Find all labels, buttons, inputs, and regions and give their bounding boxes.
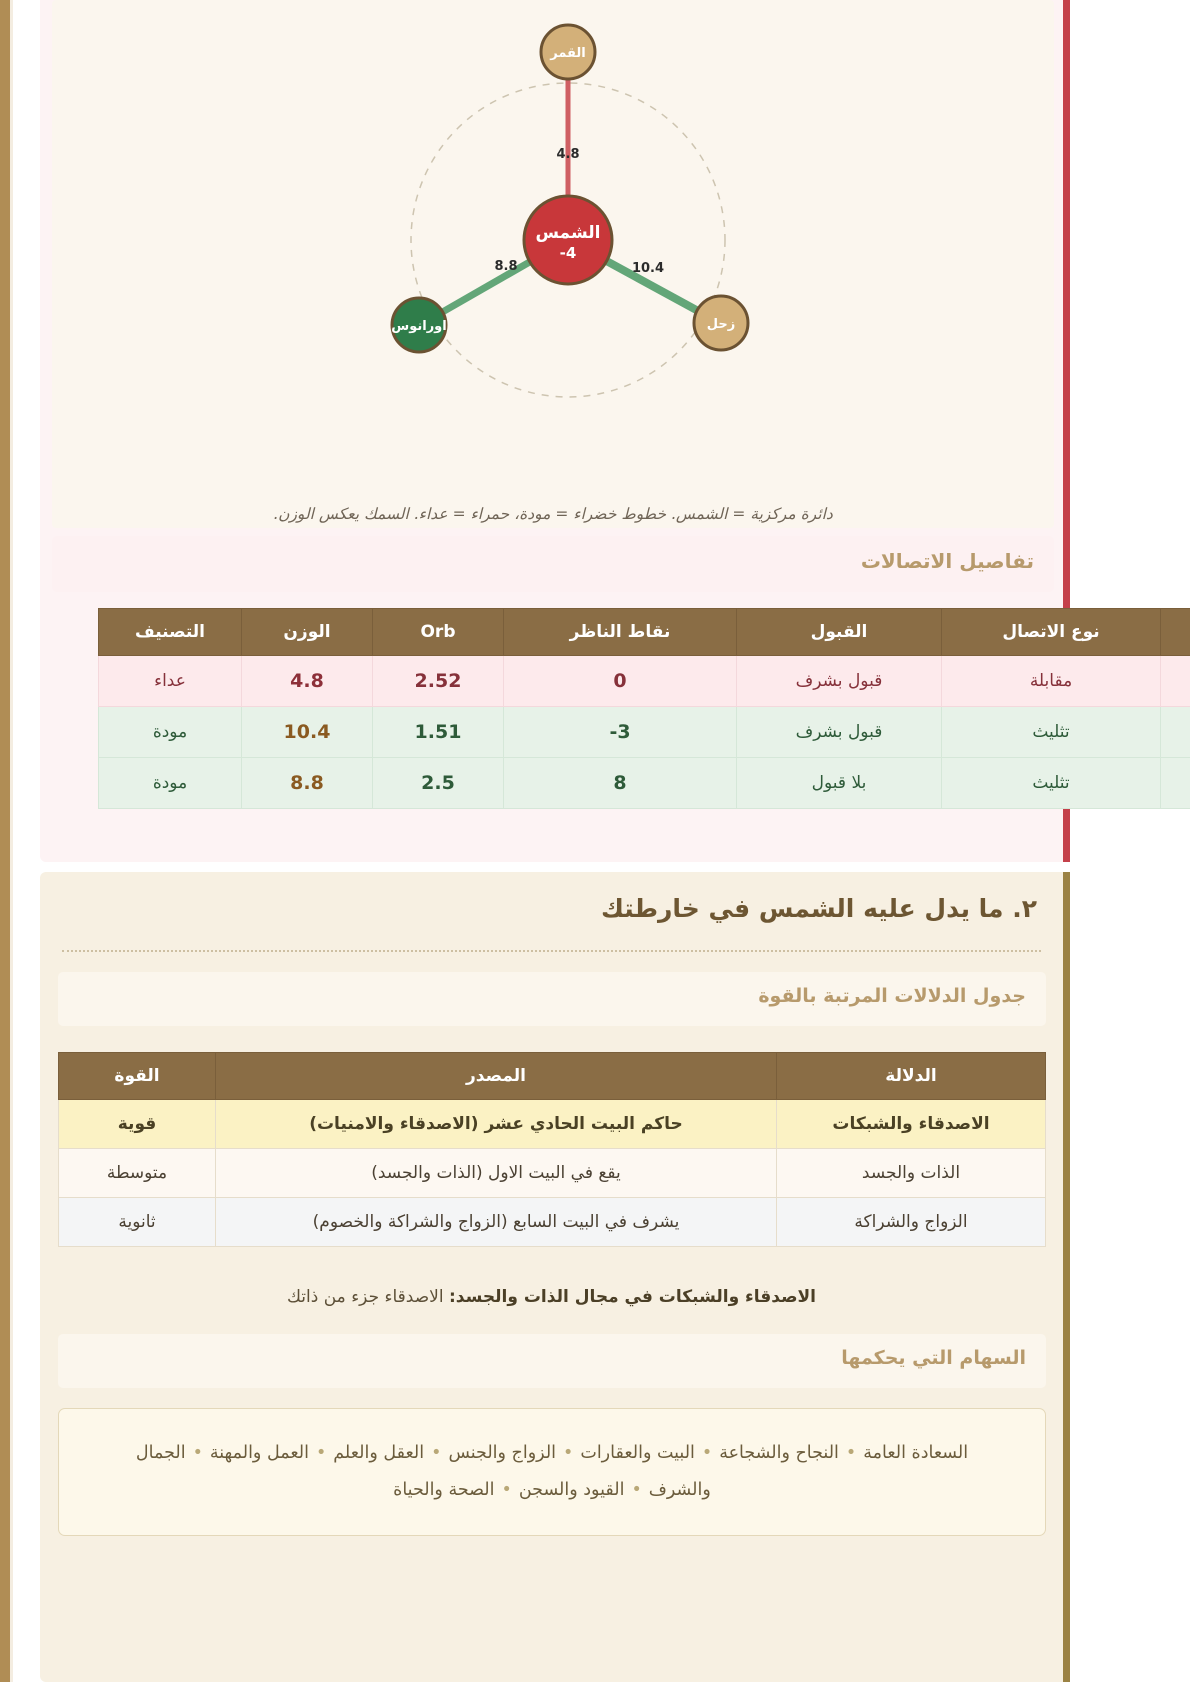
table-row (59, 1149, 1046, 1198)
list-item: الصحة والحياة (393, 1479, 495, 1500)
cell-signification: الذات والجسد (777, 1149, 1046, 1198)
table-row (99, 758, 1190, 809)
cell-planet (1161, 758, 1190, 809)
header-classification: التصنيف (99, 609, 242, 656)
table-row (99, 656, 1190, 707)
edge-label-sun-moon: 4.8 (556, 147, 580, 162)
title-divider (62, 950, 1041, 952)
signification-note (66, 1287, 1037, 1307)
table-row (59, 1100, 1046, 1149)
header-planet (1161, 609, 1190, 656)
header-weight: الوزن (242, 609, 373, 656)
cell-weight: 8.8 (242, 758, 373, 809)
sun-meaning-card (40, 872, 1070, 1682)
cell-observer-points: 8 (504, 758, 737, 809)
header-source: المصدر (216, 1053, 777, 1100)
header-signification: الدلالة (777, 1053, 1046, 1100)
arrows-band: السهام التي يحكمها (58, 1334, 1046, 1388)
left-decorative-rail (0, 0, 10, 1682)
tag-separator: • (631, 1479, 642, 1500)
cell-acceptance: بلا قبول (737, 758, 942, 809)
aspect-network-panel (52, 0, 1054, 528)
cell-planet (1161, 707, 1190, 758)
tag-separator: • (431, 1443, 442, 1463)
header-orb: Orb (373, 609, 504, 656)
cell-classification: مودة (99, 707, 242, 758)
node-saturn-label: زحل (706, 317, 736, 332)
cell-orb: 1.51 (373, 707, 504, 758)
header-connection-type: نوع الاتصال (942, 609, 1161, 656)
cell-connection-type: تثليث (942, 707, 1161, 758)
edge-label-sun-saturn: 10.4 (631, 261, 665, 276)
cell-observer-points: 0 (504, 656, 737, 707)
list-item: الجمال والشرف (135, 1443, 711, 1500)
list-item: العمل والمهنة (209, 1443, 309, 1463)
aspect-network-diagram (52, 0, 1054, 500)
node-moon-label: القمر (550, 46, 586, 61)
header-acceptance: القبول (737, 609, 942, 656)
table-row (59, 1198, 1046, 1247)
ruled-arrows-list (58, 1408, 1046, 1536)
cell-classification: عداء (99, 656, 242, 707)
edge-label-sun-uranus: 8.8 (494, 259, 518, 274)
aspects-card (40, 0, 1100, 862)
cell-classification: مودة (99, 758, 242, 809)
strength-table-header-row (59, 1053, 1046, 1100)
connections-table (98, 608, 1190, 809)
cell-source: يقع في البيت الاول (الذات والجسد) (216, 1149, 777, 1198)
list-item: القيود والسجن (518, 1479, 625, 1500)
list-item: السعادة العامة (863, 1443, 969, 1463)
cell-observer-points: 3- (504, 707, 737, 758)
list-item: العقل والعلم (333, 1443, 425, 1463)
cell-orb: 2.5 (373, 758, 504, 809)
cell-signification: الزواج والشراكة (777, 1198, 1046, 1247)
cell-orb: 2.52 (373, 656, 504, 707)
left-decorative-rail-inner (10, 0, 13, 1682)
diagram-caption: دائرة مركزية = الشمس. خطوط خضراء = مودة، حمراء = عداء. السمك يعكس الوزن. (273, 505, 833, 523)
node-uranus-label: اورانوس (391, 319, 447, 334)
connections-details-band: تفاصيل الاتصالات (52, 536, 1054, 592)
significations-strength-table (58, 1052, 1046, 1247)
tag-separator: • (192, 1443, 203, 1463)
header-observer-points: نقاط الناظر (504, 609, 737, 656)
signification-note-bold: الاصدقاء والشبكات في مجال الذات والجسد: (448, 1287, 816, 1307)
tag-separator: • (563, 1443, 574, 1463)
strength-table-band: جدول الدلالات المرتبة بالقوة (58, 972, 1046, 1026)
tag-separator: • (845, 1443, 857, 1463)
cell-weight: 10.4 (242, 707, 373, 758)
list-item: النجاح والشجاعة (719, 1443, 839, 1463)
list-item: الزواج والجنس (448, 1443, 557, 1463)
tag-separator: • (501, 1479, 512, 1500)
cell-weight: 4.8 (242, 656, 373, 707)
tag-separator: • (701, 1443, 713, 1463)
node-sun-label: الشمس (535, 223, 601, 243)
cell-acceptance: قبول بشرف (737, 656, 942, 707)
cell-acceptance: قبول بشرف (737, 707, 942, 758)
cell-power: ثانوية (59, 1198, 216, 1247)
list-item: البيت والعقارات (580, 1443, 695, 1463)
cell-power: متوسطة (59, 1149, 216, 1198)
header-power: القوة (59, 1053, 216, 1100)
signification-note-rest: الاصدقاء جزء من ذاتك (286, 1287, 449, 1307)
page-title: ٢. ما يدل عليه الشمس في خارطتك (600, 894, 1037, 923)
node-sun-value: 4- (559, 244, 577, 262)
cell-source: يشرف في البيت السابع (الزواج والشراكة والخصوم) (216, 1198, 777, 1247)
tag-separator: • (315, 1443, 327, 1463)
table-row (99, 707, 1190, 758)
connections-table-header-row (99, 609, 1190, 656)
cell-planet (1161, 656, 1190, 707)
cell-source: حاكم البيت الحادي عشر (الاصدقاء والامنيات) (216, 1100, 777, 1149)
cell-signification: الاصدقاء والشبكات (777, 1100, 1046, 1149)
cell-connection-type: تثليث (942, 758, 1161, 809)
cell-power: قوية (59, 1100, 216, 1149)
cell-connection-type: مقابلة (942, 656, 1161, 707)
